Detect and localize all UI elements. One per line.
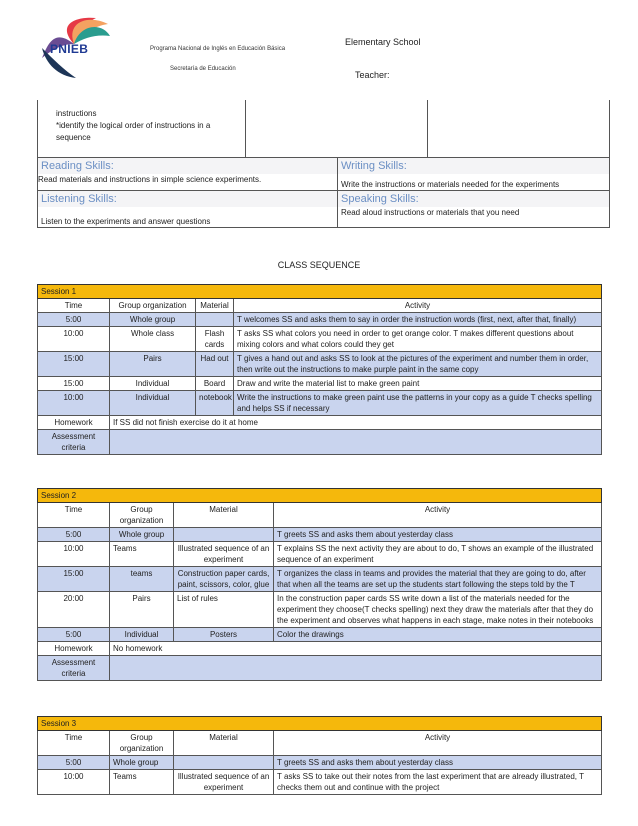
reading-skills-text: Read materials and instructions in simple science experiments.: [38, 174, 338, 191]
homework-text: If SS did not finish exercise do it at home: [110, 416, 602, 430]
cell-activity: T asks SS what colors you need in order to get orange color. T makes different questions about mixing colors and what colors could they get: [234, 327, 602, 352]
cell-material: notebook: [196, 391, 234, 416]
cell-group: Whole group: [110, 756, 174, 770]
col-material: Material: [174, 731, 274, 756]
session-title: Session 3: [38, 717, 602, 731]
table-row: [38, 377, 602, 391]
assessment-label: Assessment criteria: [38, 430, 110, 455]
col-time: Time: [38, 299, 110, 313]
session-title: Session 2: [38, 489, 602, 503]
cell-material: Illustrated sequence of an experiment: [174, 770, 274, 795]
secretaria-name: Secretaría de Educación: [170, 66, 236, 72]
col-group: Group organization: [110, 503, 174, 528]
assessment-value: [110, 430, 602, 455]
cell-group: Individual: [110, 377, 196, 391]
cell-material: Flash cards: [196, 327, 234, 352]
class-sequence-title: CLASS SEQUENCE: [277, 260, 361, 270]
objective-line: instructions: [56, 109, 97, 118]
cell-material: Posters: [174, 628, 274, 642]
cell-time: 5:00: [38, 313, 110, 327]
cell-activity: T asks SS to take out their notes from the last experiment that are already illustrated, T checks them out and continue with the project: [274, 770, 602, 795]
table-row: [38, 770, 602, 795]
col-material: Material: [196, 299, 234, 313]
session-3-table: [37, 716, 602, 795]
cell-group: Whole group: [110, 313, 196, 327]
cell-group: Pairs: [110, 592, 174, 628]
table-row: [38, 391, 602, 416]
cell-activity: Color the drawings: [274, 628, 602, 642]
skills-table: [37, 157, 610, 228]
cell-activity: T explains SS the next activity they are about to do, T shows an example of the illustrated sequence of an experiment: [274, 542, 602, 567]
cell-group: Teams: [110, 542, 174, 567]
table-row: [38, 528, 602, 542]
table-row: [38, 592, 602, 628]
cell-group: Individual: [110, 628, 174, 642]
col-group: Group organization: [110, 299, 196, 313]
homework-label: Homework: [38, 642, 110, 656]
cell-time: 15:00: [38, 377, 110, 391]
cell-time: 15:00: [38, 567, 110, 592]
cell-activity: T gives a hand out and asks SS to look at the pictures of the experiment and number them in order, then write out the instructions to make purple paint in the same copy: [234, 352, 602, 377]
assessment-row: [38, 430, 602, 455]
session-title: Session 1: [38, 285, 602, 299]
writing-skills-label: Writing Skills:: [338, 158, 610, 175]
reading-skills-label: Reading Skills:: [38, 158, 338, 175]
table-header-row: [38, 503, 602, 528]
cell-group: teams: [110, 567, 174, 592]
cell-time: 5:00: [38, 628, 110, 642]
objective-line: sequence: [56, 133, 91, 142]
cell-activity: In the construction paper cards SS write down a list of the materials needed for the experiment they choose(T checks spelling) next they draw the materials after that they do the experiment and observes what happens in each stage, make notes in their notebooks: [274, 592, 602, 628]
speaking-skills-label: Speaking Skills:: [338, 191, 610, 208]
table-row: [38, 542, 602, 567]
table-row: [38, 352, 602, 377]
col-time: Time: [38, 503, 110, 528]
cell-time: 15:00: [38, 352, 110, 377]
cell-time: 5:00: [38, 528, 110, 542]
cell-material: Board: [196, 377, 234, 391]
homework-row: [38, 416, 602, 430]
cell-time: 20:00: [38, 592, 110, 628]
table-header-row: [38, 299, 602, 313]
cell-activity: T organizes the class in teams and provides the material that they are going to do, after that when all the teams are set up the students start following the steps told by the T: [274, 567, 602, 592]
cell-activity: T greets SS and asks them about yesterday class: [274, 528, 602, 542]
cell-material: [174, 528, 274, 542]
speaking-skills-text: Read aloud instructions or materials that you need: [338, 207, 610, 228]
listening-skills-label: Listening Skills:: [38, 191, 338, 208]
cell-group: Pairs: [110, 352, 196, 377]
cell-material: [174, 756, 274, 770]
assessment-value: [110, 656, 602, 681]
homework-row: [38, 642, 602, 656]
cell-group: Whole class: [110, 327, 196, 352]
cell-group: Individual: [110, 391, 196, 416]
col-material: Material: [174, 503, 274, 528]
cell-time: 10:00: [38, 542, 110, 567]
homework-label: Homework: [38, 416, 110, 430]
table-row: [38, 628, 602, 642]
document-header: [0, 0, 638, 100]
cell-activity: Write the instructions to make green paint use the patterns in your copy as a guide T checks spelling and helps SS if necessary: [234, 391, 602, 416]
cell-material: Had out: [196, 352, 234, 377]
cell-activity: T greets SS and asks them about yesterday class: [274, 756, 602, 770]
teacher-label: Teacher:: [355, 70, 390, 80]
assessment-row: [38, 656, 602, 681]
col-group: Group organization: [110, 731, 174, 756]
cell-time: 10:00: [38, 391, 110, 416]
cell-group: Whole group: [110, 528, 174, 542]
assessment-label: Assessment criteria: [38, 656, 110, 681]
cell-material: [196, 313, 234, 327]
cell-material: Construction paper cards, paint, scissors, color, glue: [174, 567, 274, 592]
writing-skills-text: Write the instructions or materials needed for the experiments: [338, 174, 610, 191]
col-activity: Activity: [234, 299, 602, 313]
objective-line: *identify the logical order of instructions in a: [56, 121, 211, 130]
table-row: [38, 567, 602, 592]
table-row: [38, 756, 602, 770]
col-activity: Activity: [274, 503, 602, 528]
logo-text: PNIEB: [50, 42, 89, 56]
cell-time: 10:00: [38, 770, 110, 795]
program-name: Programa Nacional de Inglés en Educación Básica: [150, 46, 286, 52]
cell-group: Teams: [110, 770, 174, 795]
cell-activity: T welcomes SS and asks them to say in order the instruction words (first, next, after that, finally): [234, 313, 602, 327]
listening-skills-text: Listen to the experiments and answer questions: [38, 207, 338, 228]
cell-time: 5:00: [38, 756, 110, 770]
table-row: [38, 313, 602, 327]
session-1-table: [37, 284, 602, 455]
cell-time: 10:00: [38, 327, 110, 352]
cell-activity: Draw and write the material list to make green paint: [234, 377, 602, 391]
col-activity: Activity: [274, 731, 602, 756]
school-name: Elementary School: [345, 37, 421, 47]
session-2-table: [37, 488, 602, 681]
table-row: [38, 327, 602, 352]
table-header-row: [38, 731, 602, 756]
cell-material: List of rules: [174, 592, 274, 628]
col-time: Time: [38, 731, 110, 756]
homework-text: No homework: [110, 642, 602, 656]
cell-material: Illustrated sequence of an experiment: [174, 542, 274, 567]
